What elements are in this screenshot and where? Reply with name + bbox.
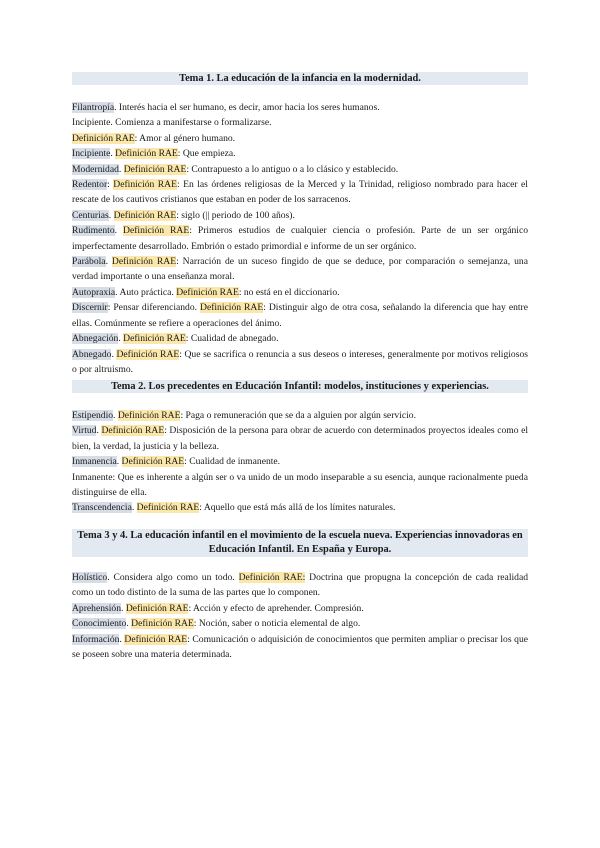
definition-text: : Noción, saber o noticia elemental de algo. xyxy=(193,618,361,630)
rae-definition-label: Definición RAE xyxy=(115,148,178,160)
term-label: Holístico xyxy=(72,572,108,583)
section-heading-text: Tema 2. Los precedentes en Educación Infantil: modelos, instituciones y experiencias. xyxy=(111,381,489,392)
definition-text: : Comunicación o adquisición de conocimientos que permiten ampliar o precisar los que se poseen sobre una materia determinada. xyxy=(72,633,529,661)
entry-separator: . xyxy=(119,633,125,645)
term-label: Conocimiento xyxy=(72,618,127,630)
term-label: Rudimento xyxy=(72,225,115,237)
rae-definition-label: Definición RAE xyxy=(121,456,185,468)
glossary-entry xyxy=(72,347,528,378)
entry-separator: . xyxy=(118,163,124,175)
definition-text: : Contrapuesto a lo antiguo o a lo clásico y establecido. xyxy=(186,163,399,175)
glossary-entry xyxy=(72,331,528,346)
rae-definition-label: Definición RAE xyxy=(113,209,177,221)
entry-separator: . xyxy=(126,618,132,630)
rae-definition-label: Definición RAE xyxy=(116,348,180,360)
entry-separator: . xyxy=(118,333,124,345)
entry-separator: . xyxy=(131,502,137,514)
entry-separator: . xyxy=(113,410,118,421)
term-label: Estipendio xyxy=(72,410,114,421)
glossary-entry xyxy=(72,616,528,631)
rae-definition-label: Definición RAE xyxy=(136,502,200,514)
term-label: Inmanencia xyxy=(72,456,117,468)
term-label: Autopraxia xyxy=(72,286,116,298)
section-body-tema-1 xyxy=(72,100,528,377)
definition-text: : Paga o remuneración que se da a alguien por algún servicio. xyxy=(180,410,416,421)
definition-text: : Narración de un suceso fingido de que se deduce, por comparación o semejanza, una verdad importante o una enseñanza moral. xyxy=(72,256,528,283)
definition-text: : no está en el diccionario. xyxy=(238,286,340,298)
rae-definition-label: Definición RAE xyxy=(124,633,188,645)
term-label: Redentor xyxy=(72,179,108,191)
definition-text: : Distinguir algo de otra cosa, señalando la diferencia que hay entre ellas. Comúnmente se refiere a operaciones del ánimo. xyxy=(72,302,528,329)
rae-definition-label: Definición RAE xyxy=(111,256,177,268)
section-body-tema-2 xyxy=(72,408,528,516)
rae-definition-label: Definición RAE xyxy=(72,132,135,144)
definition-text: : Que se sacrifica o renuncia a sus deseos o intereses, generalmente por motivos religiosos o por altruismo. xyxy=(72,348,528,375)
term-label: Modernidad xyxy=(72,163,119,175)
term-label: Virtud xyxy=(72,425,97,437)
definition-text: : Disposición de la persona para obrar de acuerdo con determinados proyectos ideales como el bien, la verdad, la justicia y la belleza. xyxy=(72,425,528,452)
glossary-entry xyxy=(72,208,528,223)
term-label: Aprehensión xyxy=(72,602,122,614)
glossary-entry xyxy=(72,470,528,501)
entry-separator: . xyxy=(108,209,114,221)
rae-definition-label: Definición RAE xyxy=(117,410,181,421)
term-label: Abnegación xyxy=(72,333,119,345)
glossary-entry xyxy=(72,131,528,146)
term-label: Incipiente xyxy=(72,148,111,160)
definition-text: : En las órdenes religiosas de la Merced y la Trinidad, religioso nombrado para hacer el rescate de los cautivos cristianos que estaban en poder de los sarracenos. xyxy=(72,179,528,206)
rae-definition-label: Definición RAE xyxy=(113,179,177,191)
glossary-entry xyxy=(72,162,528,177)
entry-separator: . xyxy=(121,602,126,614)
term-label: Abnegado xyxy=(72,348,112,360)
rae-definition-label: Definición RAE xyxy=(123,333,186,345)
term-label: Información xyxy=(72,633,120,645)
definition-text: Inmanente: Que es inherente a algún ser o va unido de un modo inseparable a su esencia, aunque racionalmente pueda distinguirse de ella. xyxy=(72,471,528,499)
glossary-entry xyxy=(72,100,528,115)
entry-separator: . xyxy=(114,225,124,237)
entry-separator: . xyxy=(105,256,112,268)
entry-separator: . xyxy=(116,456,122,468)
glossary-entry xyxy=(72,454,528,469)
entry-separator: . xyxy=(110,148,116,160)
rae-definition-label: Definición RAE xyxy=(101,425,165,437)
glossary-entry xyxy=(72,115,528,130)
glossary-entry xyxy=(72,223,528,254)
term-label: Transcendencia xyxy=(72,502,132,514)
entry-separator: . Auto práctica. xyxy=(115,286,177,298)
definition-text: : Aquello que está más allá de los límites naturales. xyxy=(199,502,396,514)
section-heading-tema-1 xyxy=(72,72,528,85)
definition-text: : Cualidad de inmanente. xyxy=(184,456,281,468)
glossary-entry xyxy=(72,601,528,616)
section-heading-tema-3-4 xyxy=(72,529,528,557)
rae-definition-label: Definición RAE xyxy=(123,225,190,237)
term-label: Discernir xyxy=(72,302,108,314)
definition-text: : Acción y efecto de aprehender. Compresión. xyxy=(188,602,364,614)
glossary-entry xyxy=(72,500,528,515)
rae-definition-label: Definición RAE xyxy=(176,286,239,298)
rae-definition-label: Definición RAE xyxy=(125,602,189,614)
rae-definition-label: Definición RAE: xyxy=(238,572,306,583)
entry-separator: . Considera algo como un todo. xyxy=(107,572,239,583)
definition-text: : siglo (|| periodo de 100 años). xyxy=(176,209,295,221)
section-heading-tema-2 xyxy=(72,380,528,393)
entry-separator: : Pensar diferenciando. xyxy=(107,302,201,314)
entry-separator: . xyxy=(114,102,117,113)
entry-separator: . xyxy=(111,348,117,360)
glossary-entry xyxy=(72,254,528,285)
glossary-entry xyxy=(72,423,528,454)
definition-text: : Cualidad de abnegado. xyxy=(185,333,279,345)
glossary-entry xyxy=(72,146,528,161)
entry-separator: . xyxy=(96,425,102,437)
definition-text: : Amor al género humano. xyxy=(134,132,236,144)
entry-separator: : xyxy=(107,179,114,191)
glossary-entry xyxy=(72,300,528,331)
definition-text: Incipiente. Comienza a manifestarse o formalizarse. xyxy=(72,117,272,129)
section-heading-text: Tema 3 y 4. La educación infantil en el movimiento de la escuela nueva. Experiencias innovadoras en Educación Infantil. En España y Europa. xyxy=(77,530,523,555)
term-label: Centurias xyxy=(72,209,109,221)
rae-definition-label: Definición RAE xyxy=(123,163,187,175)
glossary-entry xyxy=(72,632,528,663)
glossary-entry xyxy=(72,570,528,601)
term-label: Parábola xyxy=(72,256,106,268)
rae-definition-label: Definición RAE xyxy=(200,302,264,314)
definition-text: : Que empieza. xyxy=(177,148,236,160)
rae-definition-label: Definición RAE xyxy=(131,618,194,630)
term-label: Filantropía xyxy=(72,102,115,113)
glossary-entry xyxy=(72,177,528,208)
glossary-entry xyxy=(72,408,528,423)
definition-text: Doctrina que propugna la concepción de cada realidad como un todo distinto de la suma de las partes que lo componen. xyxy=(72,572,529,599)
definition-text: Interés hacia el ser humano, es decir, amor hacia los seres humanos. xyxy=(116,102,380,113)
glossary-entry xyxy=(72,285,528,300)
section-heading-text: Tema 1. La educación de la infancia en la modernidad. xyxy=(179,73,421,84)
section-body-tema-3-4 xyxy=(72,570,528,662)
definition-text: : Primeros estudios de cualquier ciencia o profesión. Parte de un ser orgánico imperfectamente desarrollado. Embrión o estado primordial e informe de un ser orgánico. xyxy=(72,225,529,252)
